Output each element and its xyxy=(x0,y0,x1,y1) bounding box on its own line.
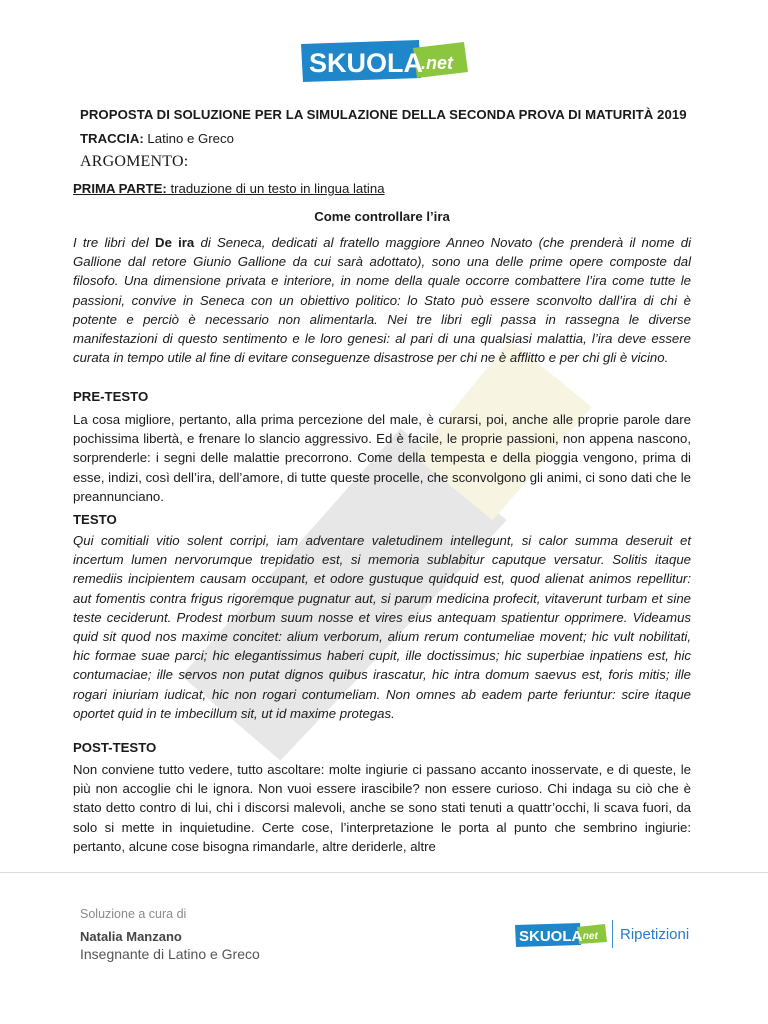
skuola-logo xyxy=(301,40,468,82)
testo-paragraph: Qui comitiali vitio solent corripi, iam adventare valetudinem intellegunt, si calor summa deseruit et incertum lumen nervorumque trepidatio est, si memoria sublabitur caputque versatur. Solitis itaque remediis incipientem causam occupant, et odore gustuque quidquid est, quod alienat animos repellitur: aut fomentis contra frigus rigoremque pugnatur aut, si parum medicina profecit, vitaverunt turbam et sine teste ceciderunt. Prodest morbum suum nosse et vires eius antequam spatientur opprimere. Videamus quid sit quod nos maxime concitet: alium verborum, alium rerum contumeliae movent; hic vult nobilitati, hic formae suae parci; hic elegantissimus haberi cupit, ille doctissimus; hic superbiae inpatiens est, hic contumaciae; ille servos non putat dignos quibus irascatur, hic intra domum saevus est, foris mitis; ille rogari iniuriam iudicat, hic non rogari contumeliam. Non omnes ab eadem parte feriuntur: scire itaque oportet quid in te imbecillum sit, ut id maxime protegas. xyxy=(73,533,691,721)
footer-divider xyxy=(0,872,768,873)
argomento-label: ARGOMENTO: xyxy=(80,153,189,170)
pre-testo-paragraph: La cosa migliore, pertanto, alla prima percezione del male, è curarsi, poi, anche alle proprie parole dare pochissima libertà, e frenare lo slancio aggressivo. Ed è facile, le proprie passioni, non appena nascono, sorprenderle: i segni delle malattie precorrono. Come della tempesta e della pioggia vengono, prima di esse, indizi, così dell’ira, dell’amore, di tutte queste procelle, che sconvolgono gli animi, ci sono dati che le preannunciano. xyxy=(73,412,691,504)
ripetizioni-label: Ripetizioni xyxy=(620,926,690,943)
logo-brand-text: SKUOLA xyxy=(309,48,423,78)
logo-suffix-text: .net xyxy=(421,53,454,73)
post-testo-paragraph: Non conviene tutto vedere, tutto ascoltare: molte ingiurie ci passano accanto inosservate, e di queste, le più non accoglie chi le ignora. Non vuoi essere irascibile? non essere curioso. Chi indaga su ciò che è stato detto contro di lui, chi i discorsi malevoli, anche se sono stati tenuti a quattr’occhi, li scava fuori, da solo si mette in inquietudine. Certe cose, l’interpretazione le porta al punto che sembrino ingiurie: pertanto, alcune cose bisogna rimandarle, altre deriderle, altre xyxy=(73,762,691,854)
author-role: Insegnante di Latino e Greco xyxy=(80,946,260,962)
prima-parte-value: traduzione di un testo in lingua latina xyxy=(166,181,385,196)
prima-parte-line xyxy=(73,181,385,196)
traccia-value: Latino e Greco xyxy=(143,131,234,146)
document-heading: PROPOSTA DI SOLUZIONE PER LA SIMULAZIONE DELLA SECONDA PROVA DI MATURITÀ 2019 xyxy=(80,107,687,122)
skuola-footer-logo xyxy=(515,923,607,947)
intro-text-start: I tre libri del xyxy=(73,235,156,250)
intro-paragraph xyxy=(73,233,691,367)
testo-heading: TESTO xyxy=(73,512,117,527)
intro-work-title: De ira xyxy=(155,235,195,250)
prima-parte-label: PRIMA PARTE: xyxy=(73,181,167,196)
pre-testo-heading: PRE-TESTO xyxy=(73,389,149,404)
footer-label: Soluzione a cura di xyxy=(80,907,187,921)
author-name: Natalia Manzano xyxy=(80,929,182,944)
footer-logo-suffix: .net xyxy=(580,931,598,942)
section-title: Come controllare l’ira xyxy=(314,209,450,224)
footer-logo-brand: SKUOLA xyxy=(519,928,583,945)
footer-logo-separator xyxy=(612,920,613,948)
intro-text-rest: di Seneca, dedicati al fratello maggiore Anneo Novato (che prenderà il nome di Gallione dal retore Giunio Gallione da cui sarà adottato), sono una delle prime opere composte dal filosofo. Una dimensione privata e interiore, in nome della quale occorre combattere l’ira come tutte le passioni, convive in Seneca con un obiettivo politico: lo Stato può essere sconvolto dall’ira di chi è potente e perciò è necessario non alimentarla. Nei tre libri egli passa in rassegna le diverse manifestazioni di questo sentimento e le loro genesi: al pari di una qualsiasi malattia, l’ira deve essere curata in tempo utile al fine di evitare conseguenze disastrose per chi ne è afflitto e per chi gli è vicino. xyxy=(73,235,692,366)
post-testo-heading: POST-TESTO xyxy=(73,740,157,755)
traccia-line xyxy=(80,131,234,146)
traccia-label: TRACCIA: xyxy=(80,131,144,146)
